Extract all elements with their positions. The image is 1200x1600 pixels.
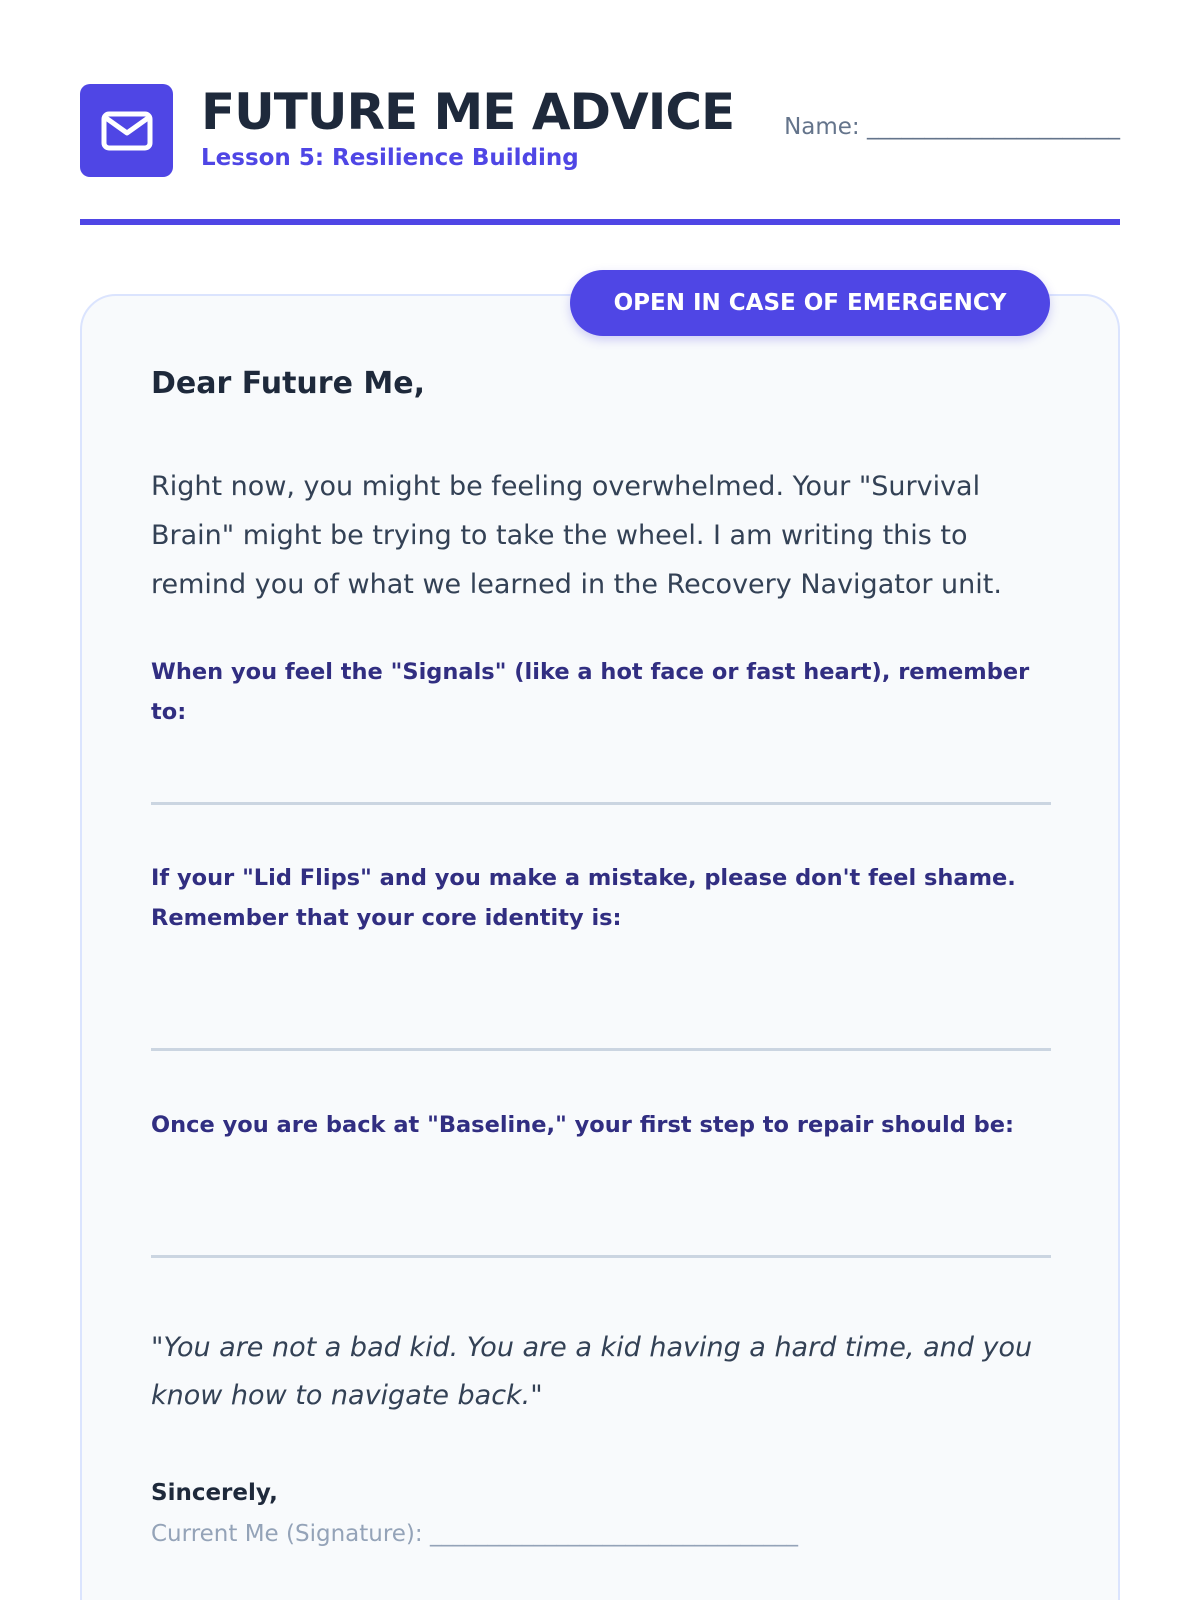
answer-line-signals[interactable] <box>151 802 1051 805</box>
prompt-signals: When you feel the "Signals" (like a hot face or fast heart), remember to: <box>151 659 1030 725</box>
page-title: FUTURE ME ADVICE <box>201 83 735 141</box>
header <box>80 82 1120 202</box>
answer-line-repair[interactable] <box>151 1255 1051 1258</box>
name-field[interactable]: Name: ______________________ <box>784 114 1120 140</box>
header-divider <box>80 219 1120 225</box>
lesson-subtitle: Lesson 5: Resilience Building <box>201 145 579 171</box>
signature-field[interactable]: Current Me (Signature): ________________________________ <box>151 1521 798 1547</box>
envelope-icon <box>101 111 153 151</box>
letter-intro: Right now, you might be feeling overwhelmed. Your "Survival Brain" might be trying to take the wheel. I am writing this to remind you of what we learned in the Recovery Navigator unit. <box>151 471 1002 600</box>
letter-salutation: Dear Future Me, <box>151 366 425 401</box>
sign-off: Sincerely, <box>151 1480 278 1506</box>
prompt-repair: Once you are back at "Baseline," your first step to repair should be: <box>151 1112 1015 1138</box>
answer-line-identity[interactable] <box>151 1048 1051 1051</box>
logo-badge <box>80 84 173 177</box>
emergency-badge: OPEN IN CASE OF EMERGENCY <box>570 270 1050 336</box>
encouragement-quote: "You are not a bad kid. You are a kid having a hard time, and you know how to navigate back." <box>151 1332 1033 1411</box>
prompt-identity: If your "Lid Flips" and you make a mistake, please don't feel shame. Remember that your core identity is: <box>151 865 1016 931</box>
